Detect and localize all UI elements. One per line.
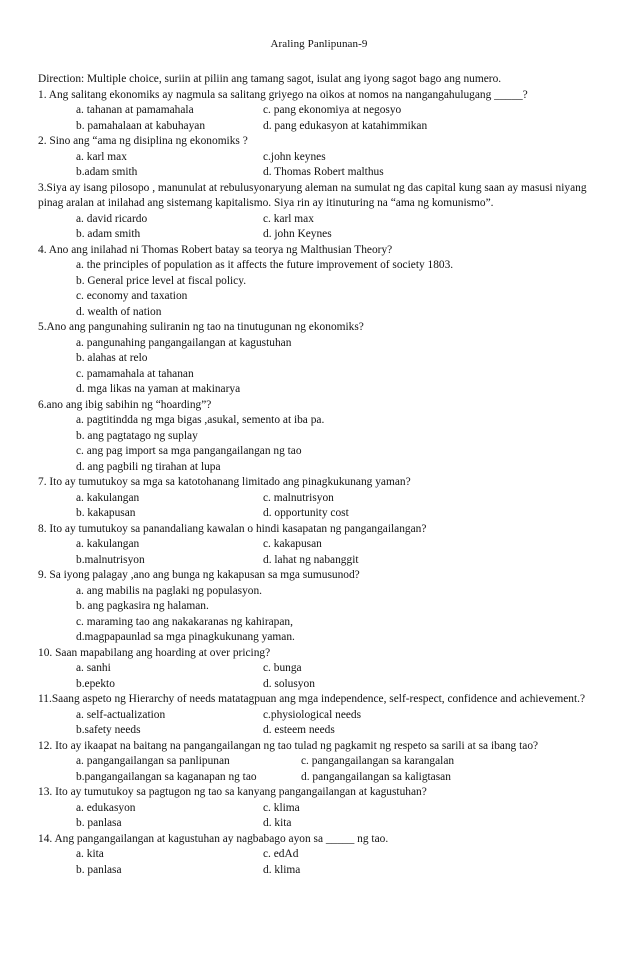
- question-12: [38, 739, 604, 786]
- option-a: a. kita: [76, 848, 104, 860]
- option-d: d. Thomas Robert malthus: [263, 166, 384, 178]
- option-a: a. kakulangan: [76, 538, 140, 550]
- option-b: b. kakapusan: [76, 507, 136, 519]
- question-text: 12. Ito ay ikaapat na baitang na pangangailangan ng tao tulad ng pagkamit ng respeto sa sarili at sa ibang tao?: [38, 739, 539, 752]
- question-6: [38, 398, 604, 476]
- question-text: 6.ano ang ibig sabihin ng “hoarding”?: [38, 398, 212, 411]
- option-b: b. panlasa: [76, 817, 122, 829]
- question-8: [38, 522, 604, 569]
- question-text: 13. Ito ay tumutukoy sa pagtugon ng tao sa kanyang pangangailangan at kagustuhan?: [38, 786, 427, 798]
- option-c: c. karl max: [263, 212, 314, 225]
- option-c: c. pamamahala at tahanan: [76, 367, 194, 380]
- question-10: [38, 646, 604, 693]
- question-text: 8. Ito ay tumutukoy sa panandaliang kawalan o hindi kasapatan ng pangangailangan?: [38, 522, 427, 535]
- option-b: b. alahas at relo: [76, 352, 148, 364]
- option-d: d. opportunity cost: [263, 507, 349, 519]
- option-b: b. adam smith: [76, 228, 141, 240]
- option-b: b. panlasa: [76, 863, 122, 876]
- option-c: c.john keynes: [263, 150, 326, 163]
- question-text: 5.Ano ang pangunahing suliranin ng tao na tinutugunan ng ekonomiks?: [38, 321, 364, 333]
- option-row: [38, 661, 604, 677]
- option-row: [38, 801, 604, 817]
- question-text: 7. Ito ay tumutukoy sa mga sa katotohanang limitado ang pinagkukunang yaman?: [38, 476, 411, 488]
- question-text: 10. Saan mapabilang ang hoarding at over pricing?: [38, 646, 271, 659]
- option-b: b.malnutrisyon: [76, 553, 145, 566]
- option-c: c. klima: [263, 801, 300, 814]
- question-text: 3.Siya ay isang pilosopo , manunulat at rebulusyonaryung aleman na sumulat ng das capital kung saan ay masusi niyang pinag aralan at inilahad ang sistemang kapitalismo. Siya rin ay itinuturing na “ama ng komunismo”.: [38, 181, 587, 209]
- question-14: [38, 832, 604, 879]
- option-d: d. kita: [263, 817, 292, 829]
- option-d: d. solusyon: [263, 677, 315, 690]
- option-c: c. kakapusan: [263, 538, 322, 550]
- option-c: c. bunga: [263, 662, 302, 674]
- question-text: 9. Sa iyong palagay ,ano ang bunga ng kakapusan sa mga sumusunod?: [38, 569, 360, 581]
- question-1: [38, 88, 604, 135]
- option-b: b. General price level at fiscal policy.: [76, 274, 247, 287]
- question-9: [38, 568, 604, 646]
- option-c: c. ang pag import sa mga pangangailangan ng tao: [76, 445, 302, 457]
- question-text: 1. Ang salitang ekonomiks ay nagmula sa salitang griyego na oikos at nomos na nangangahulugang _____?: [38, 88, 528, 101]
- option-b: b.pangangailangan sa kaganapan ng tao: [76, 770, 257, 783]
- page-header-title: Araling Panlipunan-9: [270, 38, 368, 50]
- option-a: a. kakulangan: [76, 491, 140, 504]
- option-row: [38, 491, 604, 507]
- option-d: d. ang pagbili ng tirahan at lupa: [76, 460, 221, 473]
- option-a: a. self-actualization: [76, 708, 166, 721]
- option-row: [38, 754, 604, 770]
- option-d: d.magpapaunlad sa mga pinagkukunang yaman.: [76, 631, 295, 643]
- option-a: a. pangangailangan sa panlipunan: [76, 755, 230, 767]
- question-3: [38, 181, 604, 243]
- option-d: d. klima: [263, 863, 301, 876]
- option-row: [38, 863, 604, 879]
- option-row: [38, 119, 604, 135]
- option-c: c. edAd: [263, 848, 299, 860]
- question-4: [38, 243, 604, 321]
- option-a: a. the principles of population as it affects the future improvement of society 1803.: [76, 259, 454, 271]
- option-c: c. pang ekonomiya at negosyo: [263, 104, 402, 116]
- option-row: [38, 770, 604, 786]
- option-c: c. malnutrisyon: [263, 491, 334, 504]
- option-row: [38, 553, 604, 569]
- option-d: d. esteem needs: [263, 724, 335, 736]
- question-7: [38, 475, 604, 522]
- question-text: 2. Sino ang “ama ng disiplina ng ekonomiks ?: [38, 135, 248, 147]
- direction-text: Direction: Multiple choice, suriin at piliin ang tamang sagot, isulat ang iyong sagot bago ang numero.: [38, 73, 502, 85]
- option-d: d. pangangailangan sa kaligtasan: [301, 770, 451, 783]
- option-row: [38, 150, 604, 166]
- option-row: [38, 708, 604, 724]
- option-row: [38, 212, 604, 228]
- option-b: b. ang pagkasira ng halaman.: [76, 600, 209, 612]
- question-text: 14. Ang pangangailangan at kagustuhan ay nagbabago ayon sa _____ ng tao.: [38, 832, 389, 845]
- option-d: d. pang edukasyon at katahimmikan: [263, 119, 428, 132]
- option-c: c. pangangailangan sa karangalan: [301, 755, 455, 767]
- option-d: d. mga likas na yaman at makinarya: [76, 383, 241, 395]
- option-a: a. karl max: [76, 150, 127, 163]
- question-2: [38, 134, 604, 181]
- option-b: b.safety needs: [76, 724, 141, 736]
- option-row: [38, 677, 604, 693]
- question-11: [38, 692, 604, 739]
- option-row: [38, 506, 604, 522]
- option-a: a. pagtitindda ng mga bigas ,asukal, semento at iba pa.: [76, 414, 325, 426]
- option-a: a. tahanan at pamamahala: [76, 104, 194, 116]
- option-a: a. david ricardo: [76, 212, 148, 225]
- option-a: a. ang mabilis na paglaki ng populasyon.: [76, 584, 263, 597]
- option-row: [38, 103, 604, 119]
- option-row: [38, 537, 604, 553]
- option-b: b. pamahalaan at kabuhayan: [76, 119, 206, 132]
- option-row: [38, 227, 604, 243]
- option-a: a. pangunahing pangangailangan at kagustuhan: [76, 336, 292, 349]
- option-c: c.physiological needs: [263, 708, 362, 721]
- option-a: a. edukasyon: [76, 801, 136, 814]
- option-b: b.epekto: [76, 677, 115, 690]
- option-d: d. wealth of nation: [76, 305, 162, 318]
- option-c: c. economy and taxation: [76, 290, 188, 302]
- option-row: [38, 723, 604, 739]
- option-b: b. ang pagtatago ng suplay: [76, 429, 198, 442]
- question-5: [38, 320, 604, 398]
- option-a: a. sanhi: [76, 662, 111, 674]
- option-c: c. maraming tao ang nakakaranas ng kahirapan,: [76, 615, 293, 628]
- option-row: [38, 847, 604, 863]
- option-b: b.adam smith: [76, 166, 138, 178]
- option-d: d. john Keynes: [263, 228, 332, 240]
- option-row: [38, 165, 604, 181]
- quiz-content: [38, 72, 604, 878]
- question-text: 4. Ano ang inilahad ni Thomas Robert batay sa teorya ng Malthusian Theory?: [38, 243, 393, 256]
- option-row: [38, 816, 604, 832]
- question-text: 11.Saang aspeto ng Hierarchy of needs matatagpuan ang mga independence, self-respect, confidence and achievement.?: [38, 693, 586, 705]
- option-d: d. lahat ng nabanggit: [263, 553, 359, 566]
- question-13: [38, 785, 604, 832]
